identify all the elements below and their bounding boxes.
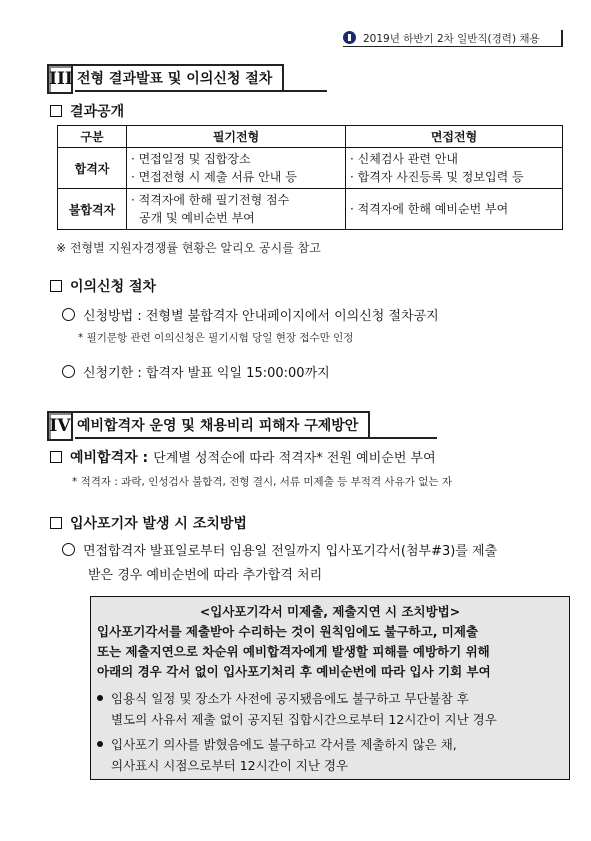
notice-bullet-2: 입사포기 의사를 밝혔음에도 불구하고 각서를 제출하지 않은 채, 의사표시 시점으로부터 12시간이 지난 경우 [91,734,569,776]
checkbox-square-icon [50,517,62,529]
circle-bullet-icon [62,543,75,556]
circle-bullet-icon [62,365,75,378]
checkbox-square-icon [50,105,62,117]
table-cell: · 면접일정 및 집합장소 · 면접전형 시 제출 서류 안내 등 [127,148,346,189]
reserve-text: 단계별 성적순에 따라 적격자* 전원 예비순번 부여 [153,451,436,466]
section-3-title: 전형 결과발표 및 이의신청 절차 [73,64,284,92]
results-table [57,125,563,230]
objection-heading: 이의신청 절차 [50,276,156,296]
objection-deadline: 신청기한 : 합격자 발표 익일 15:00:00까지 [62,362,330,381]
objection-method: 신청방법 : 전형별 불합격자 안내페이지에서 이의신청 절차공지 [62,305,439,324]
notice-paragraph: 입사포기각서를 제출받아 수리하는 것이 원칙임에도 불구하고, 미제출 또는 제출지연으로 차순위 예비합격자에게 발생할 피해를 예방하기 위해 아래의 경우 각서 없이 입사포기처리 후 예비순번에 따라 입사 기회 부여 [97,624,491,679]
notice-title: <입사포기각서 미제출, 제출지연 시 조치방법> [199,604,461,619]
row-label: 합격자 [58,148,127,189]
section-4-number: IV [47,411,73,441]
circle-bullet-icon [62,308,75,321]
bullet-dot-icon [97,741,103,747]
section-4-title: 예비합격자 운영 및 채용비리 피해자 구제방안 [73,411,370,439]
bullet-dot-icon [97,695,103,701]
table-cell: · 신체검사 관련 안내 · 합격자 사진등록 및 정보입력 등 [346,148,563,189]
reserve-heading: 예비합격자 : [70,450,149,466]
notice-box [90,596,570,780]
withdrawal-line-2: 받은 경우 예비순번에 따라 추가합격 처리 [88,568,323,583]
table-header: 면접전형 [346,126,563,148]
table-header-row [58,126,563,148]
section-3-heading [47,64,327,92]
table-header: 구분 [58,126,127,148]
section-3-number: III [47,64,73,94]
reserve-note: * 적격자 : 과락, 인성검사 불합격, 전형 결시, 서류 미제출 등 부적격 사유가 없는 자 [72,476,452,488]
row-label: 불합격자 [58,189,127,230]
notice-bullet-1: 임용식 일정 및 장소가 사전에 공지됐음에도 불구하고 무단불참 후 별도의 사유서 제출 없이 공지된 집합시간으로부터 12시간이 지난 경우 [91,688,569,730]
table-row [58,189,563,230]
checkbox-square-icon [50,451,62,463]
results-note: ※ 전형별 지원자경쟁률 현황은 알리오 공시를 참고 [56,241,321,255]
withdrawal-line-1: 면접합격자 발표일로부터 임용일 전일까지 입사포기각서(첨부#3)를 제출 [62,540,497,559]
table-row [58,148,563,189]
table-cell: · 적격자에 한해 예비순번 부여 [346,189,563,230]
checkbox-square-icon [50,280,62,292]
reserve-line [50,447,436,467]
objection-method-note: * 필기문항 관련 이의신청은 필기시험 당일 현장 접수만 인정 [78,332,354,344]
info-icon [343,31,356,44]
header-text: 2019년 하반기 2차 일반직(경력) 채용 [363,33,540,45]
withdrawal-heading: 입사포기자 발생 시 조치방법 [50,513,247,533]
table-header: 필기전형 [127,126,346,148]
header-label [343,30,563,47]
table-cell: · 적격자에 한해 필기전형 점수 공개 및 예비순번 부여 [127,189,346,230]
results-heading: 결과공개 [50,101,124,121]
section-4-heading [47,411,417,439]
